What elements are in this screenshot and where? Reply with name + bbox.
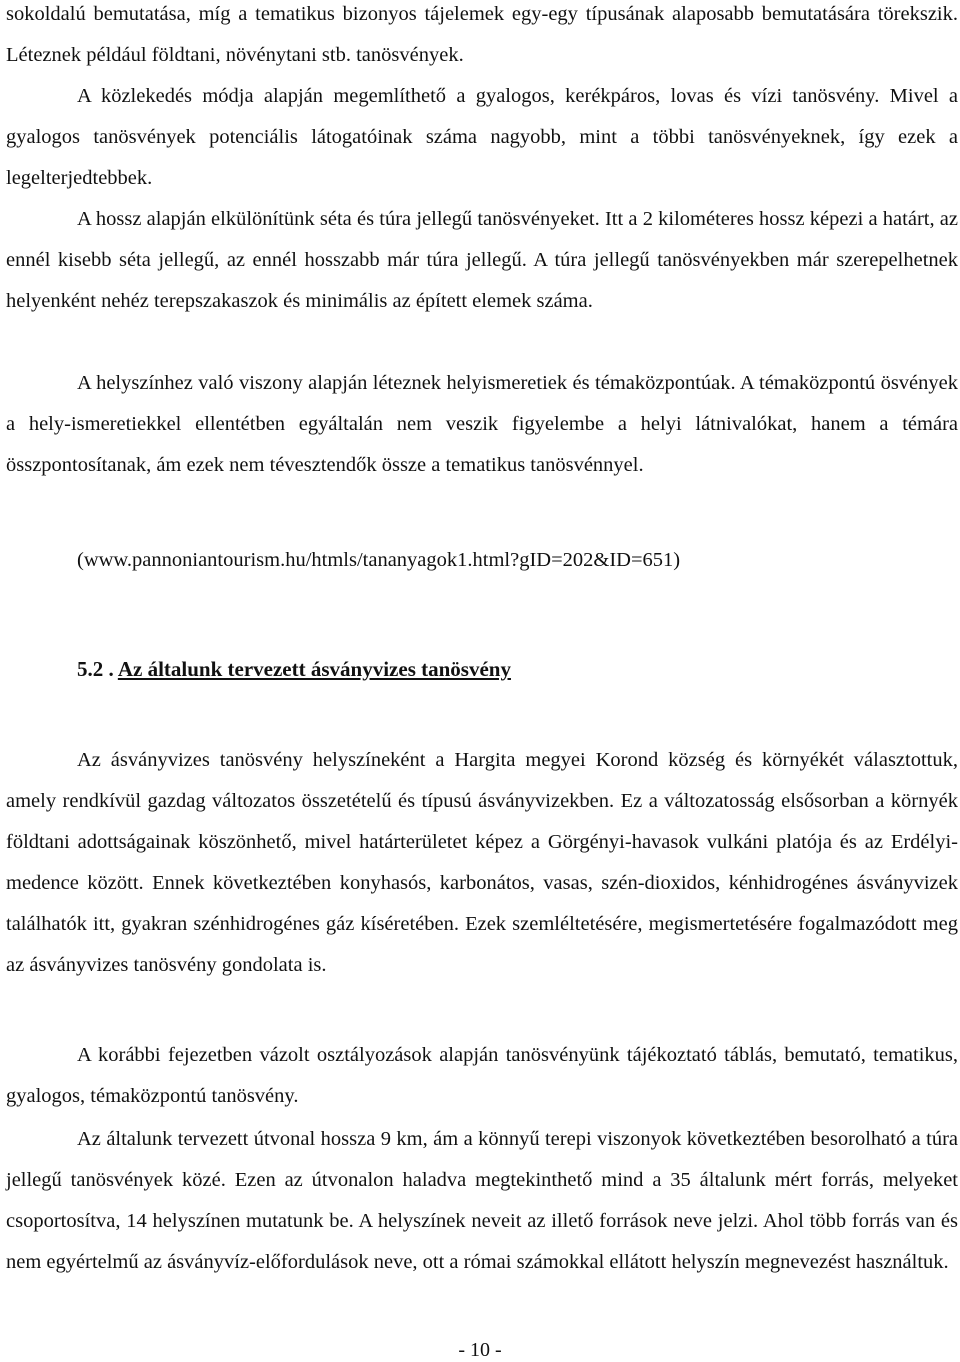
section-heading (6, 654, 960, 684)
section-number: 5.2 . (77, 657, 114, 681)
intro-paragraph-continuation: sokoldalú bemutatása, míg a tematikus bizonyos tájelemek egy-egy típusának alaposabb bemutatására törekszik. Léteznek például földtani, növénytani stb. tanösvények. (6, 3, 958, 66)
page-number: - 10 - (458, 1339, 502, 1361)
intro-paragraph-transport: A közlekedés módja alapján megemlíthető a gyalogos, kerékpáros, lovas és vízi tanösvény. Mivel a gyalogos tanösvények potenciális látogatóinak száma nagyobb, mint a többi tanösvényeknek, így ezek a legelterjedtebbek. (6, 85, 958, 189)
body-paragraph-route: Az általunk tervezett útvonal hossza 9 km, ám a könnyű terepi viszonyok következtében besorolható a túra jellegű tanösvények közé. Ezen az útvonalon haladva megtekinthető mind a 35 általunk mért forrás, melyeket csoportosítva, 14 helyszínen mutatunk be. A helyszínek neveit az illető források neve jelzi. Ahol több forrás van és nem egyértelmű az ásványvíz-előfordulások neve, ott a római számokkal ellátott helyszín megnevezést használtuk. (6, 1128, 958, 1273)
source-citation: (www.pannoniantourism.hu/htmls/tananyagok1.html?gID=202&ID=651) (77, 549, 681, 571)
body-paragraph-classification: A korábbi fejezetben vázolt osztályozások alapján tanösvényünk tájékoztató táblás, bemutató, tematikus, gyalogos, témaközpontú tanösvény. (6, 1044, 958, 1107)
intro-paragraph-location: A helyszínhez való viszony alapján léteznek helyismeretiek és témaközpontúak. A témaközpontú ösvények a hely-ismeretiekkel ellentétben egyáltalán nem veszik figyelembe a helyi látnivalókat, hanem a témára összpontosítanak, ám ezek nem tévesztendők össze a tematikus tanösvénnyel. (6, 372, 958, 476)
body-paragraph-location: Az ásványvizes tanösvény helyszíneként a Hargita megyei Korond község és környékét választottuk, amely rendkívül gazdag változatos összetételű és típusú ásványvizekben. Ez a változatosság elsősorban a környék földtani adottságainak köszönhető, mivel határterületet képez a Görgényi-havasok vulkáni platója és az Erdélyi-medence között. Ennek következtében konyhasós, karbonátos, vasas, szén-dioxidos, kénhidrogénes ásványvizek találhatók itt, gyakran szénhidrogénes gáz kíséretében. Ezek szemléltetésére, megismertetésére fogalmazódott meg az ásványvizes tanösvény gondolata is. (6, 749, 958, 976)
section-title: Az általunk tervezett ásványvizes tanösvény (117, 657, 511, 681)
intro-paragraph-length: A hossz alapján elkülönítünk séta és túra jellegű tanösvényeket. Itt a 2 kilométeres hossz képezi a határt, az ennél kisebb séta jellegű, az ennél hosszabb már túra jellegű. A túra jellegű tanösvényekben már szerepelhetnek helyenként nehéz terepszakaszok és minimális az épített elemek száma. (6, 208, 958, 312)
